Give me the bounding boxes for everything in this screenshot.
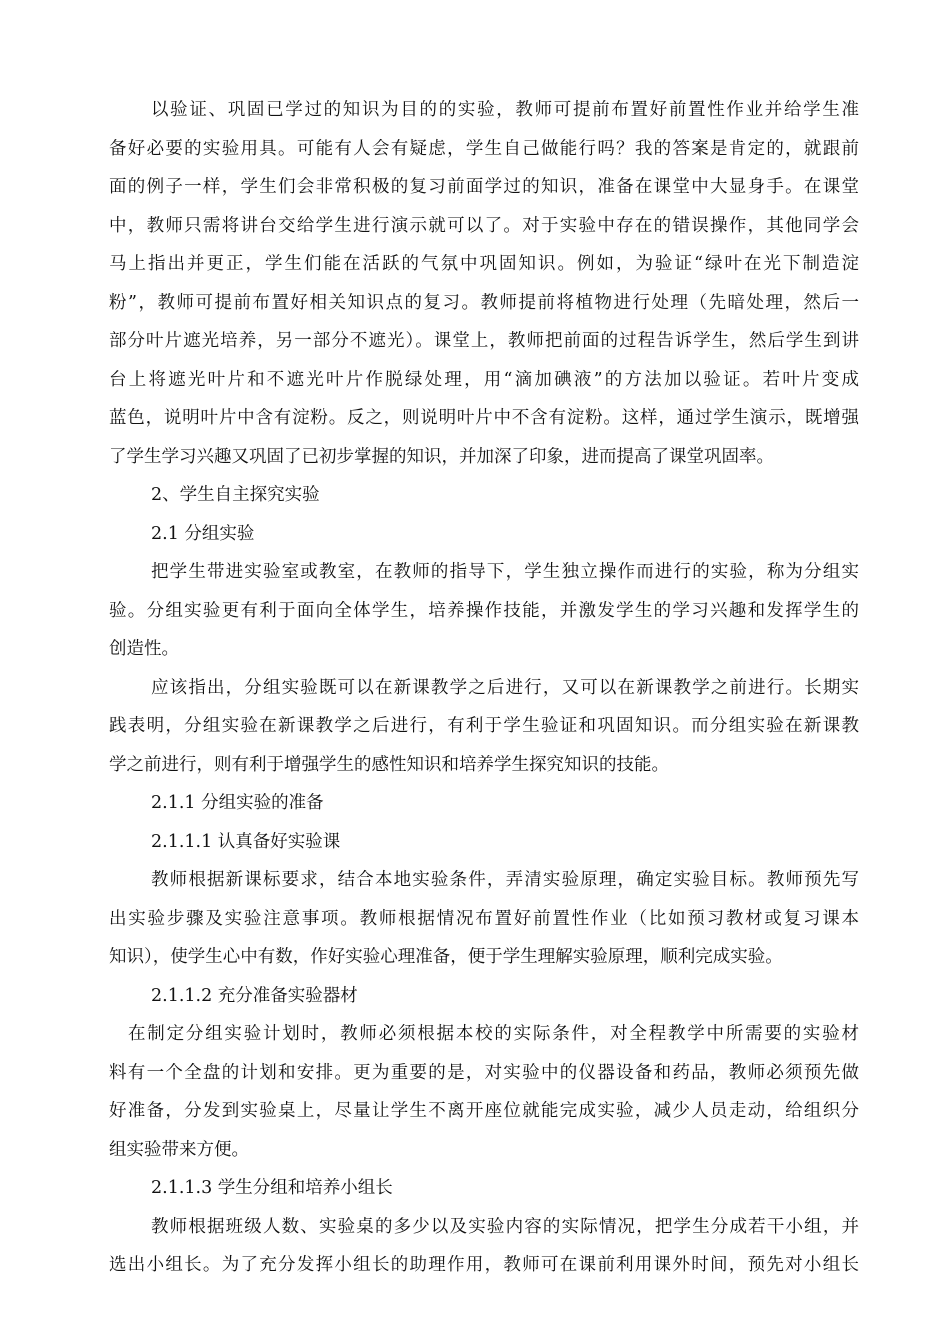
paragraph-line: 台上将遮光叶片和不遮光叶片作脱绿处理，用“滴加碘液”的方法加以验证。若叶片变成	[109, 370, 859, 390]
paragraph-line: 马上指出并更正，学生们能在活跃的气氛中巩固知识。例如，为验证“绿叶在光下制造淀	[109, 254, 859, 274]
paragraph-line: 蓝色，说明叶片中含有淀粉。反之，则说明叶片中不含有淀粉。这样，通过学生演示，既增强	[109, 408, 859, 428]
subsection-heading: 2.1 分组实验	[151, 524, 255, 544]
paragraph-line: 备好必要的实验用具。可能有人会有疑虑，学生自己做能行吗？我的答案是肯定的，就跟前	[109, 139, 859, 159]
paragraph-line: 粉”，教师可提前布置好相关知识点的复习。教师提前将植物进行处理（先暗处理，然后一	[109, 293, 859, 313]
paragraph-line: 应该指出，分组实验既可以在新课教学之后进行，又可以在新课教学之前进行。长期实	[151, 678, 859, 698]
subsection-heading: 2.1.1.2 充分准备实验器材	[151, 986, 358, 1006]
paragraph-line: 学之前进行，则有利于增强学生的感性知识和培养学生探究知识的技能。	[109, 755, 669, 775]
paragraph-line: 了学生学习兴趣又巩固了已初步掌握的知识，并加深了印象，进而提高了课堂巩固率。	[109, 447, 774, 467]
paragraph-line: 在制定分组实验计划时，教师必须根据本校的实际条件，对全程教学中所需要的实验材	[128, 1024, 859, 1044]
paragraph-line: 好准备，分发到实验桌上，尽量让学生不离开座位就能完成实验，减少人员走动，给组织分	[109, 1101, 859, 1121]
paragraph-line: 选出小组长。为了充分发挥小组长的助理作用，教师可在课前利用课外时间，预先对小组长	[109, 1255, 859, 1275]
paragraph-line: 出实验步骤及实验注意事项。教师根据情况布置好前置性作业（比如预习教材或复习课本	[109, 909, 859, 929]
paragraph-line: 面的例子一样，学生们会非常积极的复习前面学过的知识，准备在课堂中大显身手。在课堂	[109, 177, 859, 197]
paragraph-line: 知识），使学生心中有数，作好实验心理准备，便于学生理解实验原理，顺利完成实验。	[109, 947, 783, 967]
paragraph-line: 教师根据新课标要求，结合本地实验条件，弄清实验原理，确定实验目标。教师预先写	[151, 870, 859, 890]
paragraph-line: 创造性。	[109, 639, 179, 659]
paragraph-line: 中，教师只需将讲台交给学生进行演示就可以了。对于实验中存在的错误操作，其他同学会	[109, 216, 859, 236]
paragraph-line: 验。分组实验更有利于面向全体学生，培养操作技能，并激发学生的学习兴趣和发挥学生的	[109, 601, 859, 621]
subsection-heading: 2.1.1.1 认真备好实验课	[151, 832, 341, 852]
paragraph-line: 以验证、巩固已学过的知识为目的的实验，教师可提前布置好前置性作业并给学生准	[151, 100, 859, 120]
paragraph-line: 践表明，分组实验在新课教学之后进行，有利于学生验证和巩固知识。而分组实验在新课教	[109, 716, 859, 736]
paragraph-line: 部分叶片遮光培养，另一部分不遮光）。课堂上，教师把前面的过程告诉学生，然后学生到讲	[109, 331, 859, 351]
subsection-heading: 2.1.1.3 学生分组和培养小组长	[151, 1178, 393, 1198]
paragraph-line: 料有一个全盘的计划和安排。更为重要的是，对实验中的仪器设备和药品，教师必须预先做	[109, 1063, 859, 1083]
subsection-heading: 2.1.1 分组实验的准备	[151, 793, 324, 813]
paragraph-line: 教师根据班级人数、实验桌的多少以及实验内容的实际情况，把学生分成若干小组，并	[151, 1217, 859, 1237]
section-heading: 2、学生自主探究实验	[151, 485, 320, 505]
paragraph-line: 组实验带来方便。	[109, 1140, 249, 1160]
paragraph-line: 把学生带进实验室或教室，在教师的指导下，学生独立操作而进行的实验，称为分组实	[151, 562, 859, 582]
